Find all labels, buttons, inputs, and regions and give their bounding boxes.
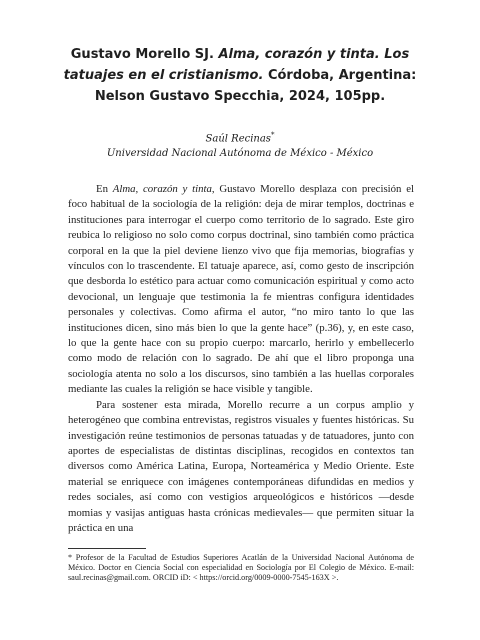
title-part1: Gustavo Morello SJ. <box>70 47 219 62</box>
p1-rest: , Gustavo Morello desplaza con precisión el foco habitual de la sociología de la religión: deja de mirar templos, doctrinas e instituciones para interrogar el cuerpo como territorio de lo sagrado. Este giro reubica lo religioso no solo como corpus doctrinal, sino también como práctica corporal en la que la piel deviene lienzo vivo que fija memorias, biografías y vínculos con lo trascendente. El tatuaje aparece, así, como gesto de inscripción que desborda lo estético para actuar como comunicación espiritual y como acto devocional, un lenguaje que testimonia la fe mientras configura identidades personales y colectivas. Como afirma el autor, “no miro tanto lo que las instituciones dicen, sino más bien lo que la gente hace” (p.36), y, en este caso, lo que la gente hace con su propio cuerpo: marcarlo, herirlo y embellecerlo como modo de relación con lo sagrado. De ahí que el libro proponga una sociología atenta no solo a los discursos, sino también a las huellas corporales mediante las cuales la religión se hace visible y tangible. <box>68 183 414 396</box>
p1-lead: En <box>96 183 113 195</box>
p1-book-title: Alma, corazón y tinta <box>112 183 212 195</box>
paragraph-2: Para sostener esta mirada, Morello recurre a un corpus amplio y heterogéneo que combina entrevistas, registros visuales y fuentes históricas. Su investigación reúne testimonios de personas tatuadas y de tatuadores, junto con aportes de especialistas de distintas disciplinas, recogidos en contextos tan diversos como América Latina, Europa, Norteamérica y Medio Oriente. Este material se enriquece con imágenes contemporáneas difundidas en medios y redes sociales, así como con vestigios arqueológicos e históricos —desde momias y vasijas antiguas hasta crónicas medievales— que permiten situar la práctica en una <box>68 398 414 534</box>
author-line <box>0 128 480 146</box>
paragraph-1 <box>68 182 414 398</box>
footnote-separator <box>68 548 146 549</box>
title-part2: Córdoba, Argentina: Nelson Gustavo Specchia, 2024, 105pp. <box>94 68 417 104</box>
author-block <box>0 128 480 161</box>
author-name: Saúl Recinas <box>205 133 271 145</box>
footnote: * Profesor de la Facultad de Estudios Superiores Acatlán de la Universidad Nacional Autónoma de México. Doctor en Ciencia Social con especialidad en Sociología por El Colegio de México. E-mail: saul.recinas@gmail.com. ORCID iD: < https://orcid.org/0009-0000-7545-163X >. <box>68 553 414 583</box>
review-body <box>68 182 414 536</box>
author-affiliation: Universidad Nacional Autónoma de México - México <box>106 148 374 160</box>
footnote-marker: * <box>270 131 275 139</box>
review-title <box>60 44 420 107</box>
title-italic: Alma, corazón y tinta. Los tatuajes en el cristianismo. <box>63 47 410 83</box>
